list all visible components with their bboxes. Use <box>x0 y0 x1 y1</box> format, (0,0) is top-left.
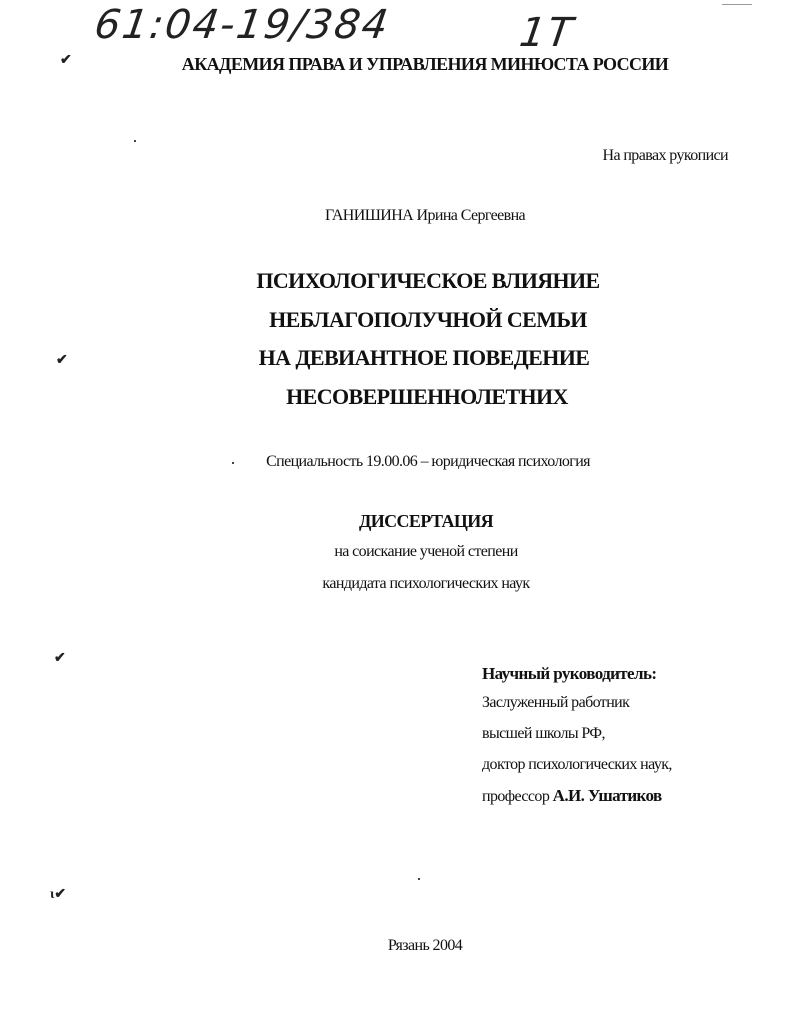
scan-dot <box>134 140 136 142</box>
handwritten-suffix: 1T <box>516 10 578 56</box>
title-line: НА ДЕВИАНТНОЕ ПОВЕДЕНИЕ <box>258 345 590 370</box>
supervisor-title: профессор <box>482 788 550 805</box>
handwritten-archive-number: 61:04-19/384 <box>91 2 393 48</box>
scan-mark: ✔ <box>60 53 72 68</box>
supervisor-line: Заслуженный работник <box>482 694 630 711</box>
scan-line <box>722 4 752 5</box>
degree-line: на соискание ученой степени <box>334 543 518 560</box>
scan-mark: ✔ <box>54 651 66 666</box>
degree-line: кандидата психологических наук <box>322 575 530 592</box>
supervisor-title-name <box>482 786 662 806</box>
supervisor-name: А.И. Ушатиков <box>552 786 662 805</box>
scan-mark: ɩ✔ <box>50 887 67 902</box>
place-year: Рязань 2004 <box>387 937 463 954</box>
title-line: НЕБЛАГОПОЛУЧНОЙ СЕМЬИ <box>269 307 587 332</box>
scan-mark: ✔ <box>56 353 68 368</box>
scan-dot <box>232 462 234 464</box>
supervisor-line: высшей школы РФ, <box>482 725 605 742</box>
title-line: ПСИХОЛОГИЧЕСКОЕ ВЛИЯНИЕ <box>256 268 600 293</box>
supervisor-line: доктор психологических наук, <box>482 756 672 773</box>
supervisor-heading: Научный руководитель: <box>482 664 657 683</box>
title-line: НЕСОВЕРШЕННОЛЕТНИХ <box>286 384 568 409</box>
author-name: ГАНИШИНА Ирина Сергеевна <box>324 207 526 224</box>
specialty: Специальность 19.00.06 – юридическая психология <box>266 453 590 470</box>
work-type: ДИССЕРТАЦИЯ <box>358 511 494 531</box>
manuscript-note: На правах рукописи <box>602 147 728 164</box>
institution-name: АКАДЕМИЯ ПРАВА И УПРАВЛЕНИЯ МИНЮСТА РОССИИ <box>181 54 669 74</box>
scan-dot <box>418 878 420 880</box>
